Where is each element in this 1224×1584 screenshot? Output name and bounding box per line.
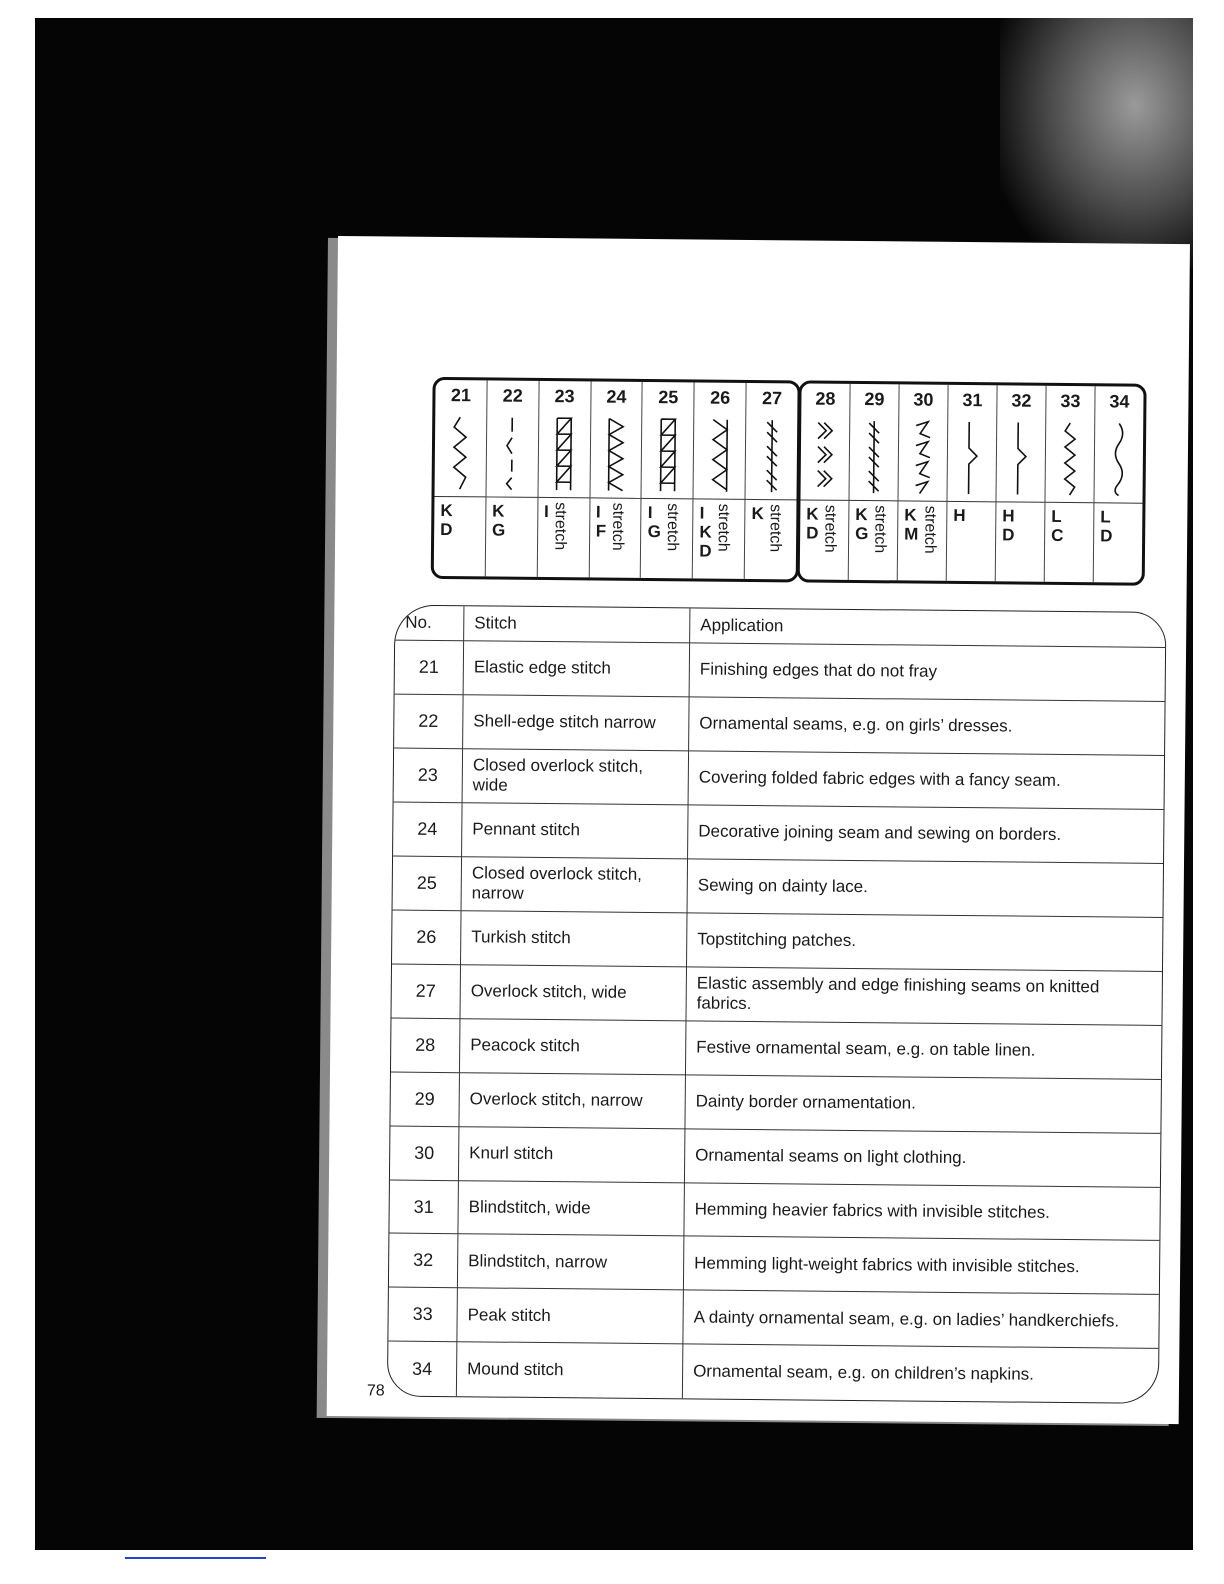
header-stitch: Stitch — [464, 606, 690, 643]
stitch-pattern-icon — [1045, 416, 1094, 503]
setting-letter: G — [855, 523, 869, 544]
setting-letters — [953, 506, 966, 581]
row-application: Covering folded fabric edges with a fancy seam. — [688, 751, 1164, 810]
stitch-pattern-icon — [849, 414, 898, 501]
stitch-column — [849, 384, 900, 580]
stitch-codes — [1094, 503, 1143, 582]
row-application: Festive ornamental seam, e.g. on table linen. — [685, 1021, 1161, 1080]
setting-letter: C — [1051, 525, 1064, 545]
stitch-codes — [947, 502, 996, 581]
stitch-chart-left — [431, 377, 801, 583]
stitch-codes — [996, 502, 1045, 581]
stitch-pattern-icon — [1094, 416, 1143, 503]
row-no: 29 — [390, 1072, 459, 1127]
stitch-column — [1094, 386, 1144, 582]
header-no: No. — [395, 606, 464, 641]
row-no: 25 — [393, 856, 462, 911]
table-row — [392, 910, 1162, 971]
stitch-pattern-icon — [996, 415, 1045, 502]
stitch-column — [996, 385, 1047, 581]
stitch-column — [693, 382, 747, 578]
stitch-pattern-icon — [590, 411, 642, 498]
stitch-codes — [537, 498, 589, 577]
setting-letters — [1100, 507, 1113, 582]
stitch-number: 33 — [1060, 390, 1081, 412]
row-no: 32 — [389, 1234, 458, 1289]
stitch-column — [434, 380, 488, 576]
row-no: 27 — [391, 964, 460, 1019]
row-application: Elastic assembly and edge finishing seams on knitted fabrics. — [686, 967, 1162, 1026]
stretch-label: stretch — [551, 502, 569, 551]
table-row — [391, 964, 1161, 1025]
stitch-pattern-path — [818, 423, 833, 487]
setting-letter: D — [699, 541, 712, 561]
row-no: 28 — [391, 1018, 460, 1073]
table-row — [393, 856, 1163, 917]
setting-letter: K — [904, 505, 917, 525]
row-no: 30 — [390, 1126, 459, 1181]
row-stitch: Elastic edge stitch — [463, 641, 690, 697]
setting-letter: D — [440, 519, 453, 540]
stitch-number: 34 — [1109, 391, 1130, 412]
stitch-column — [1045, 386, 1096, 582]
row-no: 31 — [389, 1180, 458, 1235]
row-application: Finishing edges that do not fray — [689, 643, 1165, 702]
row-application: Sewing on dainty lace. — [687, 859, 1163, 918]
stitch-pattern-path — [609, 419, 624, 491]
table-row — [389, 1234, 1159, 1295]
row-no: 34 — [388, 1341, 457, 1396]
setting-letter: F — [595, 521, 607, 541]
table-row — [390, 1126, 1160, 1187]
stitch-pattern-path — [660, 419, 675, 491]
table-row — [394, 694, 1164, 755]
setting-letters — [855, 505, 869, 580]
row-application: Ornamental seam, e.g. on children’s napkins. — [682, 1344, 1158, 1403]
stitch-pattern-icon — [538, 411, 590, 498]
row-no: 22 — [394, 694, 463, 749]
table-row — [390, 1072, 1160, 1133]
row-application: Dainty border ornamentation. — [685, 1074, 1161, 1133]
stitch-number: 29 — [864, 389, 885, 410]
row-stitch: Closed overlock stitch, narrow — [461, 857, 688, 913]
row-application: Ornamental seams on light clothing. — [684, 1128, 1160, 1187]
stitch-codes — [800, 500, 849, 579]
row-stitch: Blindstitch, narrow — [457, 1234, 684, 1290]
stitch-pattern-path — [1018, 423, 1027, 495]
setting-letters — [440, 501, 453, 576]
scan-glare — [1000, 18, 1193, 268]
stitch-codes — [434, 497, 486, 576]
stretch-label: stretch — [714, 503, 733, 552]
stitch-number: 30 — [913, 389, 934, 410]
stitch-pattern-icon — [898, 414, 947, 501]
setting-letters — [751, 504, 764, 579]
stitch-column — [800, 383, 851, 579]
stitch-table — [387, 605, 1167, 1404]
page-number: 78 — [366, 1382, 385, 1400]
setting-letters — [1002, 506, 1015, 581]
stitch-pattern-path — [1065, 423, 1076, 495]
setting-letter: I — [543, 501, 549, 522]
row-stitch: Turkish stitch — [461, 910, 688, 966]
row-stitch: Blindstitch, wide — [458, 1180, 685, 1236]
row-no: 21 — [395, 640, 464, 695]
setting-letter: H — [953, 505, 966, 526]
stitch-pattern-path — [766, 420, 777, 492]
stitch-codes — [745, 500, 797, 579]
row-no: 24 — [393, 802, 462, 857]
stitch-column — [641, 382, 695, 578]
stitch-codes — [898, 501, 947, 580]
stitch-pattern-icon — [486, 410, 538, 497]
setting-letter: K — [492, 501, 505, 521]
stitch-number: 28 — [815, 388, 836, 409]
table-row — [395, 640, 1165, 701]
stitch-column — [745, 383, 798, 579]
setting-letter: L — [1051, 506, 1062, 526]
stretch-label: stretch — [663, 503, 682, 552]
stitch-pattern-path — [557, 418, 572, 490]
stretch-label: stretch — [871, 505, 889, 554]
stitch-chart-right — [797, 380, 1147, 585]
stitch-pattern-path — [712, 420, 727, 492]
stitch-number: 23 — [554, 386, 575, 407]
stitch-number: 27 — [761, 388, 783, 409]
stitch-number: 21 — [450, 385, 472, 406]
stitch-number: 25 — [658, 387, 679, 408]
setting-letter: H — [1002, 506, 1015, 526]
stitch-column — [898, 384, 949, 580]
setting-letter: K — [440, 500, 453, 521]
stitch-number: 31 — [962, 390, 983, 411]
stretch-label: stretch — [766, 504, 784, 553]
setting-letter: G — [491, 520, 506, 540]
table-row — [391, 1018, 1161, 1079]
setting-letter: D — [1002, 525, 1015, 545]
stitch-column — [589, 381, 643, 577]
row-stitch: Closed overlock stitch, wide — [462, 749, 689, 805]
row-application: Topstitching patches. — [687, 913, 1163, 972]
setting-letters — [647, 503, 661, 578]
stitch-pattern-icon — [434, 410, 486, 497]
stitch-pattern-icon — [800, 413, 849, 500]
setting-letter: D — [1100, 526, 1113, 546]
manual-page — [327, 236, 1190, 1424]
stitch-pattern-icon — [642, 412, 694, 499]
stitch-codes — [589, 498, 641, 577]
stitch-pattern-path — [454, 417, 467, 489]
stitch-pattern-path — [1115, 423, 1123, 495]
stitch-pattern-path — [969, 422, 978, 494]
row-no: 26 — [392, 910, 461, 965]
row-no: 33 — [388, 1287, 457, 1342]
stretch-label: stretch — [921, 505, 939, 554]
scan-mark — [125, 1557, 266, 1559]
header-application: Application — [690, 608, 1166, 647]
setting-letters — [1051, 507, 1064, 582]
stitch-number: 32 — [1011, 390, 1032, 411]
setting-letter: I — [699, 503, 705, 523]
stitch-pattern-icon — [746, 413, 798, 500]
stretch-label: stretch — [821, 504, 839, 553]
row-application: A dainty ornamental seam, e.g. on ladies’ handkerchiefs. — [683, 1290, 1159, 1349]
setting-letter: K — [806, 504, 819, 524]
row-stitch: Pennant stitch — [462, 803, 689, 859]
row-application: Ornamental seams, e.g. on girls’ dresses. — [689, 697, 1165, 756]
setting-letter: K — [855, 504, 868, 525]
row-stitch: Peacock stitch — [459, 1018, 686, 1074]
stitch-codes — [693, 499, 745, 578]
stitch-pattern-icon — [947, 415, 996, 502]
row-application: Decorative joining seam and sewing on borders. — [688, 805, 1164, 864]
stitch-pattern-path — [507, 418, 513, 490]
setting-letters — [904, 505, 919, 580]
stretch-label: stretch — [608, 502, 627, 551]
stitch-codes — [641, 499, 693, 578]
setting-letter: I — [595, 502, 601, 522]
row-stitch: Knurl stitch — [458, 1126, 685, 1182]
setting-letter: K — [699, 522, 712, 542]
stitch-codes — [486, 497, 538, 576]
stitch-codes — [1045, 503, 1094, 582]
row-stitch: Peak stitch — [457, 1288, 684, 1344]
stitch-column — [486, 380, 540, 576]
stitch-column — [537, 381, 591, 577]
stitch-column — [947, 385, 998, 581]
row-no: 23 — [394, 748, 463, 803]
setting-letters — [595, 502, 606, 577]
setting-letters — [492, 501, 506, 576]
setting-letter: I — [647, 502, 653, 523]
row-stitch: Mound stitch — [456, 1342, 683, 1398]
row-stitch: Overlock stitch, wide — [460, 964, 687, 1020]
stitch-number: 24 — [606, 386, 627, 407]
setting-letter: G — [647, 521, 661, 542]
stitch-pattern-icon — [694, 412, 746, 499]
table-row — [393, 802, 1163, 863]
setting-letters — [699, 503, 712, 578]
setting-letter: D — [806, 523, 819, 543]
setting-letter: M — [904, 524, 919, 544]
setting-letter: L — [1100, 507, 1111, 527]
row-stitch: Overlock stitch, narrow — [459, 1072, 686, 1128]
table-row — [388, 1341, 1158, 1402]
stitch-codes — [849, 501, 898, 580]
stitch-pattern-path — [869, 421, 880, 493]
table-row — [388, 1287, 1158, 1348]
stitch-number: 22 — [502, 385, 523, 406]
row-stitch: Shell-edge stitch narrow — [463, 695, 690, 751]
stitch-number: 26 — [710, 387, 731, 408]
setting-letters — [806, 505, 819, 580]
row-application: Hemming heavier fabrics with invisible stitches. — [684, 1182, 1160, 1241]
row-application: Hemming light-weight fabrics with invisible stitches. — [683, 1236, 1159, 1295]
table-row — [389, 1180, 1159, 1241]
stitch-pattern-path — [916, 422, 931, 494]
table-row — [394, 748, 1164, 809]
setting-letters — [543, 502, 548, 577]
setting-letter: K — [751, 503, 764, 524]
